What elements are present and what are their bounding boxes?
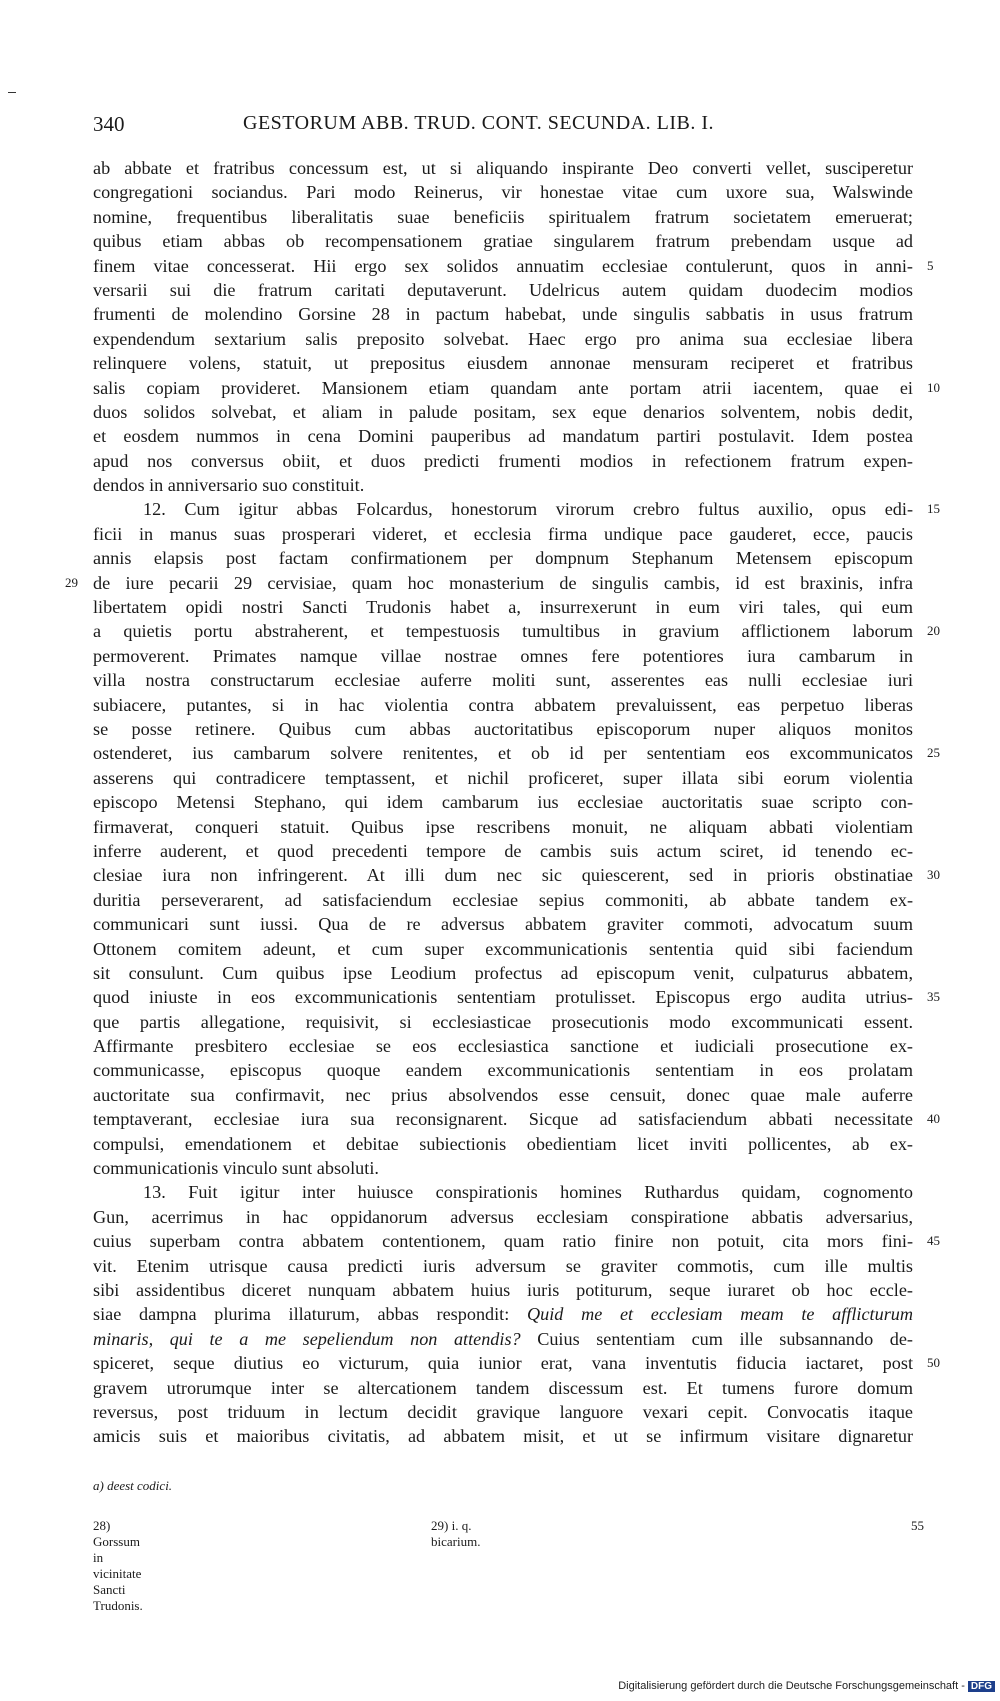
text-line <box>93 1058 913 1082</box>
line-text <box>93 1034 913 1058</box>
line-number: 25 <box>927 745 940 761</box>
roman-text: vit. Etenim utrisque causa predicti iuris adversum se graviter commotis, cum ille multis <box>93 1255 913 1276</box>
text-line <box>93 449 913 473</box>
roman-text: sit consulunt. Cum quibus ipse Leodium profectus ad episcopum venit, culpaturus abbatem, <box>93 962 913 983</box>
text-line <box>93 229 913 253</box>
text-line <box>93 1034 913 1058</box>
text-line <box>93 156 913 180</box>
line-text <box>93 351 913 375</box>
line-text <box>93 790 913 814</box>
line-number: 50 <box>927 1355 940 1371</box>
line-number: 40 <box>927 1111 940 1127</box>
roman-text: clesiae iura non infringerent. At illi dum nec sic quiescerent, sed in prioris obstinatiae <box>93 865 913 886</box>
line-number: 20 <box>927 623 940 639</box>
line-text <box>93 229 913 253</box>
text-line <box>93 839 913 863</box>
line-text <box>93 1327 913 1351</box>
roman-text: asserens qui contradicere temptassent, et nichil proficeret, super illata sibi eorum violentia <box>93 767 913 788</box>
line-text <box>93 693 913 717</box>
line-text <box>93 912 913 936</box>
text-line <box>93 327 913 351</box>
text-line <box>93 376 940 400</box>
page-header <box>93 112 913 142</box>
text-line <box>93 766 913 790</box>
roman-text: ficii in manus suas prosperari videret, et ecclesia firma undique pace gauderet, ecce, paucis <box>93 523 913 544</box>
margin-tick-mark <box>8 92 16 93</box>
roman-text: permoverent. Primates namque villae nostrae omnes fere potentiores iura cambarum in <box>93 645 913 666</box>
roman-text: ostenderet, ius cambarum solvere renitentes, et ob id per sententiam eos excommunicatos <box>93 743 913 764</box>
roman-text: et eosdem nummos in cena Domini pauperibus ad mandatum partiri postulavit. Idem postea <box>93 426 913 447</box>
line-text <box>93 254 913 278</box>
text-line <box>93 668 913 692</box>
text-line <box>93 741 940 765</box>
text-line <box>93 1083 913 1107</box>
footnote-29: 29) i. q. bicarium. <box>431 1518 481 1549</box>
line-text <box>93 1156 913 1180</box>
roman-text: de iure pecarii 29 cervisiae, quam hoc monasterium de singulis cambis, id est braxinis, infra <box>93 572 913 593</box>
line-text <box>93 888 913 912</box>
roman-text: ab abbate et fratribus concessum est, ut si aliquando inspirante Deo converti vellet, susciperetur <box>93 158 913 178</box>
dfg-logo: DFG <box>968 1681 995 1692</box>
text-line <box>93 302 913 326</box>
roman-text: Affirmante presbitero ecclesiae se eos ecclesiastica sanctione et iudiciali prosecutione ex- <box>93 1036 913 1057</box>
roman-text: auctoritate sua confirmavit, nec prius absolvendos esse censuit, donec quae male auferre <box>93 1084 913 1105</box>
line-text <box>93 644 913 668</box>
line-text <box>93 1058 913 1082</box>
line-text <box>93 424 913 448</box>
line-text <box>93 1424 913 1448</box>
signature-mark: 55 <box>911 1518 924 1533</box>
line-number: 5 <box>927 257 934 273</box>
text-line <box>93 1010 913 1034</box>
footnote-margin-number: 29 <box>65 574 78 590</box>
page-number: 340 <box>93 112 125 136</box>
roman-text: apud nos conversus obiit, et duos predicti frumenti modios in refectionem fratrum expen- <box>93 450 913 471</box>
roman-text: versarii sui die fratrum caritati deputaverunt. Udelricus autem quidam duodecim modios <box>93 279 913 300</box>
roman-text: communicationis vinculo sunt absoluti. <box>93 1158 379 1179</box>
roman-text: quibus etiam abbas ob recompensationem gratiae singularem fratrum prebendam usque ad <box>93 231 913 252</box>
line-text <box>93 1010 913 1034</box>
roman-text: siae dampna plurima illaturum, abbas respondit: <box>93 1304 527 1325</box>
roman-text: nomine, frequentibus liberalitatis suae beneficiis spiritualem fratrum societatem emeruerat; <box>93 206 913 227</box>
roman-text: temptaverant, ecclesiae iura sua reconsignarent. Sicque ad satisfaciendum abbati necessitate <box>93 1109 913 1130</box>
line-text <box>93 1229 913 1253</box>
text-line <box>93 1327 913 1351</box>
line-number: 10 <box>927 379 940 395</box>
text-line <box>93 912 913 936</box>
text-line <box>93 1424 913 1448</box>
text-line <box>93 522 913 546</box>
line-text <box>93 571 913 595</box>
line-text <box>93 815 913 839</box>
text-line <box>93 1205 913 1229</box>
roman-text: 12. Cum igitur abbas Folcardus, honestorum virorum crebro fultus auxilio, opus edi- <box>143 499 913 520</box>
roman-text: finem vitae concesserat. Hii ergo sex solidos annuatim ecclesiae contulerunt, quos in anni- <box>93 255 913 276</box>
line-text <box>93 400 913 424</box>
text-line <box>93 1376 913 1400</box>
line-text <box>93 1400 913 1424</box>
roman-text: villa nostra constructarum ecclesiae auferre moliti sunt, asserentes eas nulli ecclesiae iuri <box>93 670 913 691</box>
line-text <box>93 668 913 692</box>
text-line <box>93 961 913 985</box>
roman-text: dendos in anniversario suo constituit. <box>93 475 365 496</box>
text-line <box>93 619 940 643</box>
roman-text: congregationi sociandus. Pari modo Reinerus, vir honestae vitae cum uxore sua, Walswinde <box>93 182 913 203</box>
running-title: GESTORUM ABB. TRUD. CONT. SECUNDA. LIB. I. <box>243 112 715 134</box>
text-line <box>93 351 913 375</box>
roman-text: a quietis portu abstraherent, et tempestuosis tumultibus in gravium afflictionem laborum <box>93 621 913 642</box>
text-line <box>93 790 913 814</box>
line-text <box>93 985 913 1009</box>
roman-text: que partis allegatione, requisivit, si ecclesiasticae prosecutionis modo excommunicati essent. <box>93 1011 913 1032</box>
text-line <box>93 1132 913 1156</box>
roman-text: firmaverat, conqueri statuit. Quibus ipse rescribens monuit, ne aliquam abbati violentiam <box>93 816 913 837</box>
roman-text: se posse retinere. Quibus cum abbas auctoritatibus episcoporum nuper aliquos monitos <box>93 718 913 739</box>
roman-text: libertatem opidi nostri Sancti Trudonis habet a, insurrexerunt in eum viri tales, qui eum <box>93 597 913 618</box>
line-text <box>93 302 913 326</box>
line-text <box>93 1376 913 1400</box>
italic-quote: minaris, qui te a me sepeliendum non attendis? <box>93 1328 521 1349</box>
line-text <box>93 278 913 302</box>
roman-text: duos solidos solvebat, et aliam in palude positam, sex eque denarios solventem, nobis dedit, <box>93 401 913 422</box>
text-line <box>93 278 913 302</box>
line-text <box>93 741 913 765</box>
line-text <box>93 546 913 570</box>
text-line <box>93 473 913 497</box>
text-line <box>93 400 913 424</box>
text-line <box>93 205 913 229</box>
text-line <box>93 815 913 839</box>
text-line <box>93 1156 913 1180</box>
text-line <box>93 863 940 887</box>
text-line <box>93 693 913 717</box>
roman-text: amicis suis et maioribus civitatis, ad abbatem misit, et ut se infirmum visitare dignaretur <box>93 1426 913 1447</box>
line-text <box>93 1180 913 1204</box>
main-text <box>65 156 940 1449</box>
line-text <box>93 961 913 985</box>
roman-text: duritia perseverarent, ad satisfaciendum ecclesiae sepius commoniti, ab abbate tandem ex- <box>93 889 913 910</box>
roman-text: reversus, post triduum in lectum decidit gravique languore vexari cepit. Convocatis itaque <box>93 1401 913 1422</box>
text-line <box>93 1107 940 1131</box>
line-text <box>93 717 913 741</box>
roman-text: salis copiam provideret. Mansionem etiam quandam ante portam atrii iacentem, quae ei <box>93 377 913 398</box>
roman-text: quod iniuste in eos excommunicationis sententiam protulisset. Episcopus ergo audita utrius- <box>93 987 913 1008</box>
footnote-28: 28) Gorssum in vicinitate Sancti Trudonis. <box>93 1518 143 1613</box>
line-text <box>93 1132 913 1156</box>
line-text <box>93 595 913 619</box>
roman-text: communicasse, episcopus quoque eandem excommunicationis sententiam in eos prolatam <box>93 1060 913 1081</box>
text-line <box>93 1229 940 1253</box>
roman-text: Gun, acerrimus in hac oppidanorum adversus ecclesiam conspiratione abbatis adversarius, <box>93 1206 913 1227</box>
roman-text: spiceret, seque diutius eo victurum, quia iunior erat, vana inventutis fiducia iactaret, post <box>93 1353 913 1374</box>
line-text <box>93 766 913 790</box>
text-line <box>93 937 913 961</box>
line-text <box>93 205 913 229</box>
line-text <box>93 1205 913 1229</box>
roman-text: subiacere, putantes, si in hac violentia contra abbatem prevaluissent, eas perpetuo liberas <box>93 694 913 715</box>
text-line <box>93 595 913 619</box>
roman-text: gravem utrorumque inter se altercationem tandem discessum est. Et tumens furore domum <box>93 1377 913 1398</box>
line-text <box>93 473 913 497</box>
italic-quote: Quid me et ecclesiam meam te afflicturum <box>527 1304 913 1325</box>
line-text <box>93 180 913 204</box>
text-line <box>93 644 913 668</box>
roman-text: relinquere volens, statuit, ut prepositus eiusdem annonae mensuram reciperet et fratribus <box>93 353 913 374</box>
roman-text: inferre auderent, et quod precedenti tempore de cambis suis actum sciret, id tenendo ec- <box>93 840 913 861</box>
text-line <box>93 888 913 912</box>
roman-text: compulsi, emendationem et debitae subiectionis obedientiam licet inviti pollicentes, ab ex- <box>93 1133 913 1154</box>
text-line <box>93 254 934 278</box>
roman-text: episcopo Metensi Stephano, qui idem cambarum ius ecclesiae auctoritatis suae scripto con- <box>93 792 913 813</box>
roman-text: cuius superbam contra abbatem contentionem, quam ratio finire non potuit, cita mors fini- <box>93 1231 913 1252</box>
line-number: 35 <box>927 989 940 1005</box>
line-text <box>93 619 913 643</box>
text-line <box>93 1180 913 1204</box>
text-line <box>93 424 913 448</box>
text-line <box>93 546 913 570</box>
line-text <box>93 376 913 400</box>
text-line <box>93 1302 913 1326</box>
roman-text: Cuius sententiam cum ille subsannando de- <box>520 1328 913 1349</box>
roman-text: 13. Fuit igitur inter huiusce conspirationis homines Ruthardus quidam, cognomento <box>143 1182 913 1203</box>
text-line <box>93 1400 913 1424</box>
text-line <box>93 497 940 521</box>
textual-note-a: a) deest codici. <box>93 1478 173 1493</box>
line-text <box>93 937 913 961</box>
line-text <box>93 1278 913 1302</box>
text-line <box>65 571 913 595</box>
line-text <box>93 839 913 863</box>
text-line <box>93 717 913 741</box>
text-line <box>93 1278 913 1302</box>
line-text <box>93 1083 913 1107</box>
line-number: 30 <box>927 867 940 883</box>
funding-text: Digitalisierung gefördert durch die Deutsche Forschungsgemeinschaft - <box>618 1680 965 1692</box>
line-text <box>93 522 913 546</box>
roman-text: expendendum sextarium salis preposito solvebat. Haec ergo pro anima sua ecclesiae libera <box>93 328 913 349</box>
text-line <box>93 180 913 204</box>
line-text <box>93 1107 913 1131</box>
roman-text: Ottonem comitem adeunt, et cum super excommunicationis sententia quid sibi faciendum <box>93 938 913 959</box>
line-text <box>93 156 913 180</box>
text-line <box>93 985 940 1009</box>
line-number: 15 <box>927 501 940 517</box>
text-line <box>93 1254 913 1278</box>
digitization-footer <box>600 1680 995 1692</box>
roman-text: sibi assidentibus diceret nunquam abbatem huius iuris potiturum, seque iuraret ob hoc eccle- <box>93 1279 913 1300</box>
text-line <box>93 1351 940 1375</box>
line-number: 45 <box>927 1233 940 1249</box>
line-text <box>93 1351 913 1375</box>
line-text <box>93 449 913 473</box>
line-text <box>93 863 913 887</box>
roman-text: communicari sunt iussi. Qua de re adversus abbatem graviter commoti, advocatum suum <box>93 914 913 935</box>
line-text <box>93 1254 913 1278</box>
line-text <box>93 497 913 521</box>
line-text <box>93 327 913 351</box>
roman-text: annis elapsis post factam confirmationem per dompnum Stephanum Metensem episcopum <box>93 548 913 569</box>
line-text <box>93 1302 913 1326</box>
roman-text: frumenti de molendino Gorsine 28 in pactum habebat, unde singulis sabbatis in usus fratrum <box>93 304 913 325</box>
